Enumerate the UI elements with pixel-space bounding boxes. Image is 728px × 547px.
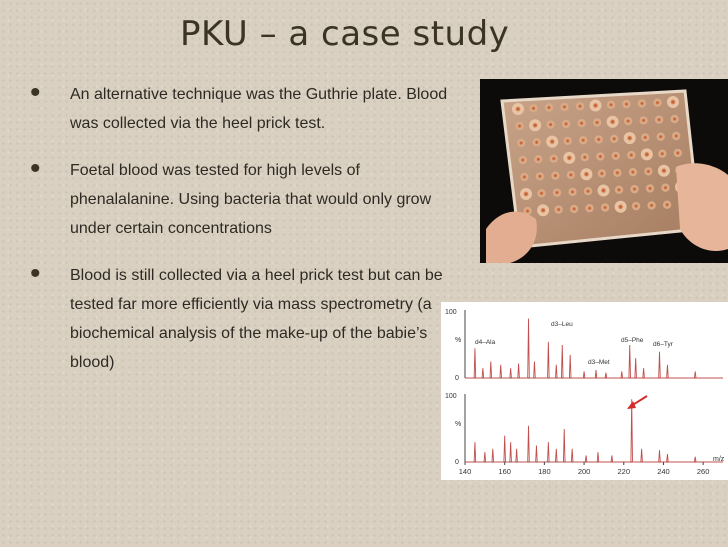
plate-spot [521,158,525,162]
highlight-arrow-icon [627,396,647,409]
plate-spot [538,174,542,178]
plate-spot [615,171,619,175]
plate-spot [595,120,599,124]
plate-spot [584,172,589,177]
plate-spot [547,105,551,109]
plate-spot [657,118,661,122]
plate-spot [643,135,647,139]
x-axis-unit: m/z [713,456,725,463]
bullet-text: Blood is still collected via a heel prick test but can be tested far more efficiently via mass spectrometry (a biochemical analysis of the make-up of the babie’s blood) [70,267,443,371]
plate-spot [640,101,644,105]
top-y-0: 0 [455,375,459,382]
bottom-spectrum-trace [465,399,723,462]
plate-spot [572,207,576,211]
plate-spot [618,204,623,209]
plate-spot [597,137,601,141]
x-tick-label: 200 [577,467,591,476]
x-tick-label: 140 [458,467,472,476]
plate-spot [531,106,535,110]
mass-spectrum-svg [441,302,728,480]
guthrie-plate-photo [480,79,728,263]
guthrie-plate-illustration [480,79,728,263]
bullet-text: Foetal blood was tested for high levels of phenalalanine. Using bacteria that would only grow under certain concentrations [70,162,432,237]
plate-spot [555,190,559,194]
plate-spot [676,151,680,155]
bullet-item [30,152,450,243]
plate-spot [629,153,633,157]
x-tick-label: 220 [617,467,631,476]
plate-spot [648,186,652,190]
plate-spot [617,188,621,192]
plate-spot [522,175,526,179]
plate-spot [632,187,636,191]
plate-spot [581,138,585,142]
plate-spot [672,117,676,121]
plate-spot [598,154,602,158]
plate-spot [601,188,606,193]
plate-spot [570,190,574,194]
plate-spot [548,122,552,126]
plate-spot [646,169,650,173]
plate-spot [631,170,635,174]
plate-spot [610,119,615,124]
plate-spot [525,209,529,213]
bullet-list [30,76,450,395]
bottom-y-pct: % [455,421,462,428]
plate-spot [515,106,520,111]
plate-spot [626,119,630,123]
plate-spot [593,103,598,108]
plate-spot [627,136,632,141]
plate-spot [535,140,539,144]
plate-spot [641,118,645,122]
bottom-y-100: 100 [445,393,457,400]
plate-spot [550,139,555,144]
plate-spot [659,135,663,139]
plate-spot [583,155,587,159]
bullet-item [30,257,450,377]
plate-spot [609,103,613,107]
bullet-dot-icon: • [30,76,41,109]
peak-label-ala: d4–Ala [475,339,496,346]
plate-spot [566,139,570,143]
x-tick-label: 160 [498,467,511,476]
plate-spot [552,156,556,160]
plate-spot [553,173,557,177]
plate-spot [539,191,543,195]
plate-spot [603,205,607,209]
plate-spot [578,104,582,108]
plate-spot [567,155,572,160]
plate-spot [665,203,669,207]
plate-spot [600,171,604,175]
bullet-item [30,76,450,138]
plate-spot [674,134,678,138]
peak-label-tyr: d6–Tyr [653,341,673,348]
plate-spot [519,141,523,145]
plate-spot [663,186,667,190]
plate-spot [533,123,538,128]
x-tick-label: 240 [657,467,670,476]
plate-spot [624,102,628,106]
plate-spot [523,191,528,196]
mass-spectrum-figure [441,302,728,480]
bottom-y-0: 0 [455,459,459,466]
plate-spot [579,121,583,125]
plate-spot [587,206,591,210]
plate-spot [660,152,664,156]
x-tick-group [459,462,710,476]
top-spectrum-trace [465,319,723,378]
peak-label-phe: d5–Phe [621,337,644,344]
bullet-text: An alternative technique was the Guthrie plate. Blood was collected via the heel prick test. [70,86,448,132]
plate-spot [670,99,675,104]
slide-title: PKU – a case study [180,14,510,54]
plate-spot [614,154,618,158]
plate-spot [661,168,666,173]
plate-spot [569,173,573,177]
top-y-100: 100 [445,309,457,316]
plate-spot [556,207,560,211]
x-tick-label: 180 [538,467,551,476]
top-y-pct: % [455,337,462,344]
bullet-dot-icon: • [30,257,41,290]
plate-spot [586,189,590,193]
bullet-dot-icon: • [30,152,41,185]
plate-spot [644,152,649,157]
plate-spot [541,208,546,213]
plate-spot [634,204,638,208]
plate-spot [612,137,616,141]
plate-spot [564,122,568,126]
peak-label-met: d3–Met [588,359,610,366]
peak-label-leu: d3–Leu [551,321,573,328]
plate-spot [562,105,566,109]
plate-spot [649,203,653,207]
plate-spot [655,101,659,105]
x-tick-label: 260 [696,467,710,476]
plate-spot [536,157,540,161]
plate-spot [517,124,521,128]
